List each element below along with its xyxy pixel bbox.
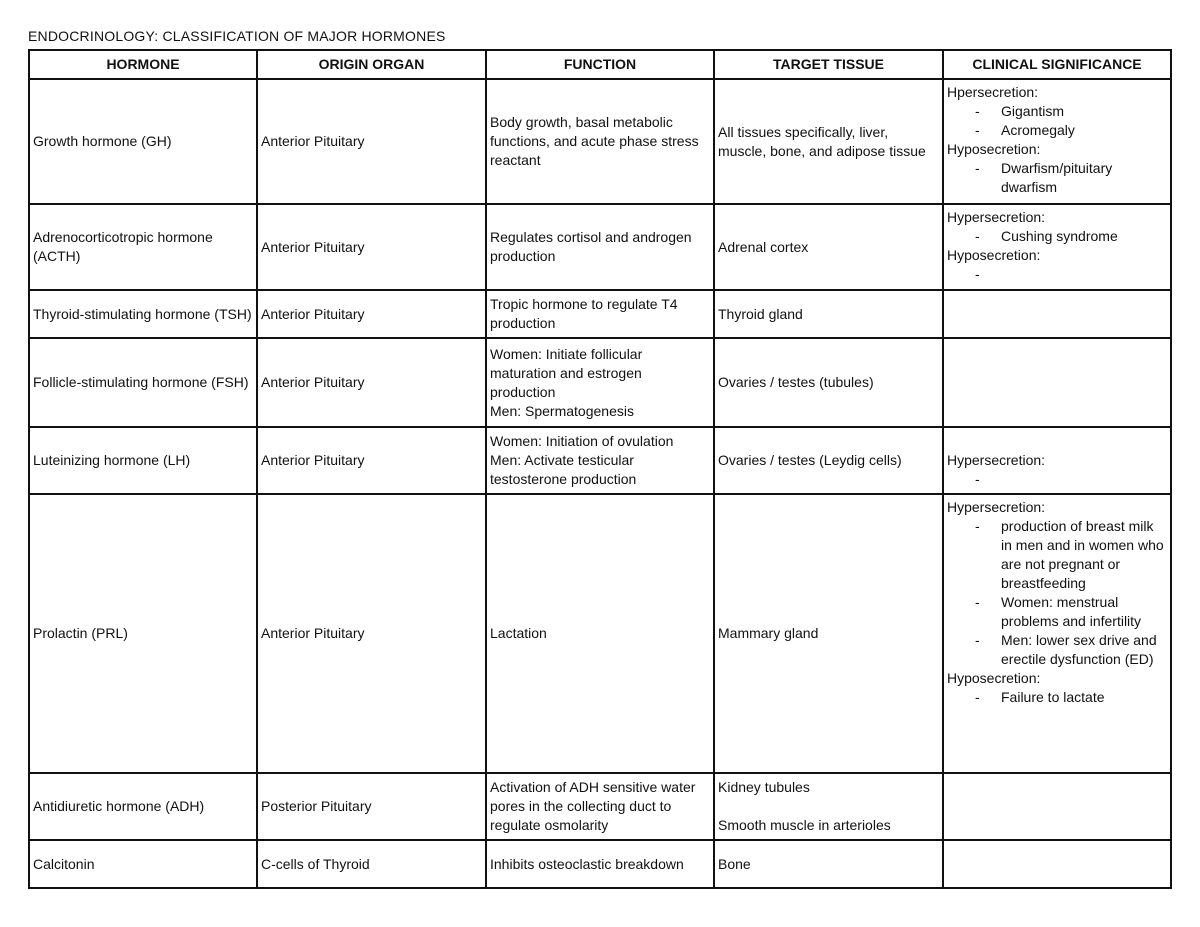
origin-cell: Anterior Pituitary [257,204,486,290]
function-line: Women: Initiation of ovulation [490,433,674,449]
clinical-cell [943,494,1171,773]
header-clinical-significance: CLINICAL SIGNIFICANCE [943,50,1171,79]
function-line: Women: Initiate follicular maturation and estrogen production [490,345,643,400]
target-line: Ovaries / testes (Leydig cells) [718,452,902,468]
hypersecretion-label: Hypersecretion: [947,499,1046,515]
clinical-cell [943,204,1171,290]
function-line: Men: Activate testicular testosterone production [490,452,637,487]
hyposecretion-label: Hyposecretion: [947,670,1041,686]
list-item: - Gigantism [947,102,1167,121]
list-item: - Cushing syndrome [947,227,1167,246]
table-row [29,79,1171,204]
hormone-cell: Adrenocorticotropic hormone (ACTH) [29,204,257,290]
hormone-cell: Thyroid-stimulating hormone (TSH) [29,290,257,338]
function-cell [486,204,714,290]
origin-cell: Anterior Pituitary [257,427,486,494]
hormone-cell: Antidiuretic hormone (ADH) [29,773,257,840]
target-line: Thyroid gland [718,305,803,322]
function-line: Activation of ADH sensitive water pores in the collecting duct to regulate osmolarity [490,779,696,833]
target-line: Smooth muscle in arterioles [718,817,891,833]
function-cell [486,79,714,204]
header-hormone: HORMONE [29,50,257,79]
list-item: - Men: lower sex drive and erectile dysfunction (ED) [947,631,1167,669]
header-function: FUNCTION [486,50,714,79]
target-cell [714,204,943,290]
target-line: Adrenal cortex [718,238,809,255]
hormone-classification-table [28,49,1172,889]
function-cell [486,338,714,427]
clinical-cell [943,338,1171,427]
function-cell [486,494,714,773]
list-item: - production of breast milk in men and in women who are not pregnant or breastfeeding [947,517,1167,593]
target-line: Kidney tubules [718,779,810,795]
target-cell [714,773,943,840]
function-cell [486,427,714,494]
target-cell [714,840,943,888]
hormone-cell: Growth hormone (GH) [29,79,257,204]
clinical-cell [943,773,1171,840]
hypersecretion-list [947,102,1167,140]
table-row [29,290,1171,338]
origin-cell: Anterior Pituitary [257,290,486,338]
table-row [29,494,1171,773]
function-line: Men: Spermatogenesis [490,402,634,419]
origin-cell: Anterior Pituitary [257,494,486,773]
target-line: Ovaries / testes (tubules) [718,374,874,390]
target-cell [714,290,943,338]
header-origin-organ: ORIGIN ORGAN [257,50,486,79]
function-line: Lactation [490,625,547,641]
target-line: All tissues specifically, liver, muscle, bone, and adipose tissue [718,123,926,159]
origin-cell: Anterior Pituitary [257,338,486,427]
target-line: Bone [718,855,751,872]
function-line: Inhibits osteoclastic breakdown [490,855,684,872]
hormone-cell: Prolactin (PRL) [29,494,257,773]
hypersecretion-label: Hypersecretion: [947,452,1046,468]
table-row [29,427,1171,494]
hypersecretion-list [947,227,1167,246]
hyposecretion-label: Hyposecretion: [947,247,1041,263]
header-target-tissue: TARGET TISSUE [714,50,943,79]
target-cell [714,427,943,494]
hypersecretion-label: Hpersecretion: [947,84,1039,100]
hyposecretion-label: Hyposecretion: [947,141,1041,157]
hormone-cell: Follicle-stimulating hormone (FSH) [29,338,257,427]
clinical-cell [943,840,1171,888]
function-cell [486,840,714,888]
origin-cell: C-cells of Thyroid [257,840,486,888]
target-cell [714,494,943,773]
clinical-cell [943,79,1171,204]
table-row [29,204,1171,290]
table-row [29,338,1171,427]
document-title: ENDOCRINOLOGY: CLASSIFICATION OF MAJOR HORMONES [28,28,446,44]
function-line: Body growth, basal metabolic functions, and acute phase stress reactant [490,114,699,168]
hyposecretion-list [947,159,1167,197]
hypersecretion-label: Hypersecretion: [947,209,1046,225]
hypersecretion-list [947,517,1167,669]
target-line [718,797,939,816]
target-cell [714,338,943,427]
clinical-cell [943,427,1171,494]
target-cell [714,79,943,204]
origin-cell: Posterior Pituitary [257,773,486,840]
function-line: Tropic hormone to regulate T4 production [490,296,678,331]
hormone-cell: Luteinizing hormone (LH) [29,427,257,494]
list-item: - Acromegaly [947,121,1167,140]
list-item: - Dwarfism/pituitary dwarfism [947,159,1167,197]
function-line: Regulates cortisol and androgen production [490,229,692,264]
table-header-row [29,50,1171,79]
list-item: - Failure to lactate [947,688,1167,707]
origin-cell: Anterior Pituitary [257,79,486,204]
clinical-cell [943,290,1171,338]
table-row [29,840,1171,888]
list-item: - Women: menstrual problems and infertility [947,593,1167,631]
target-line: Mammary gland [718,625,819,641]
table-row [29,773,1171,840]
function-cell [486,290,714,338]
hyposecretion-list [947,688,1167,707]
function-cell [486,773,714,840]
hormone-cell: Calcitonin [29,840,257,888]
